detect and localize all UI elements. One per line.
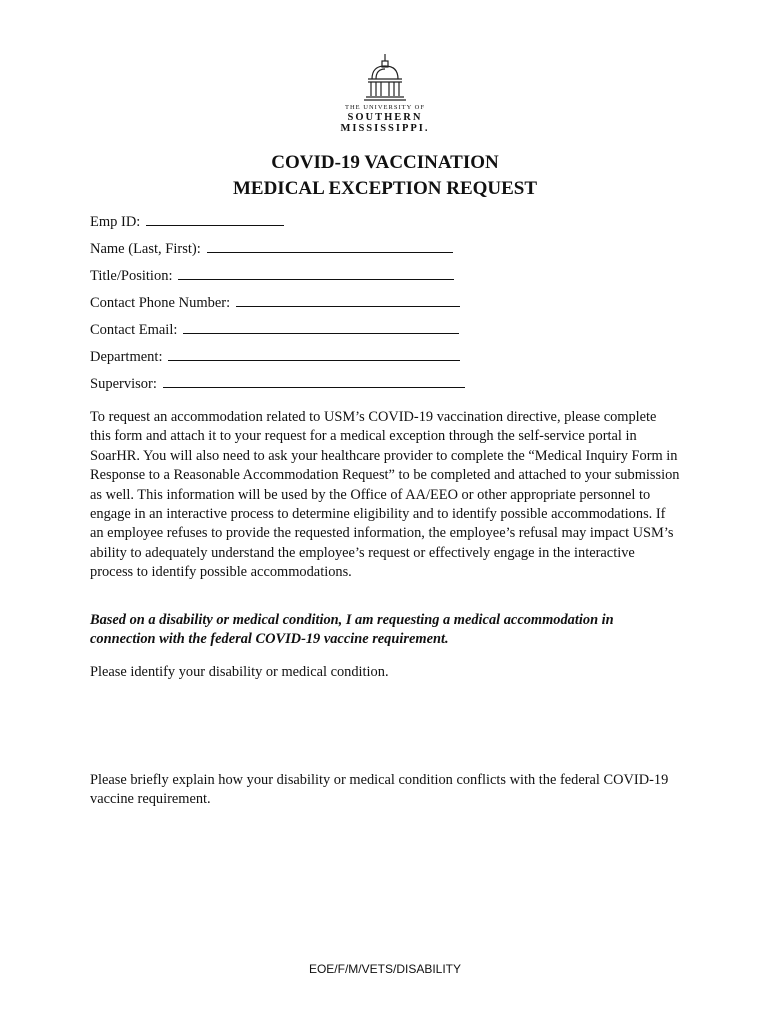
supervisor-line[interactable]	[163, 373, 465, 388]
emp-id-field[interactable]	[90, 211, 284, 232]
university-logo	[330, 52, 440, 142]
title-position-label: Title/Position:	[90, 268, 173, 284]
form-title-line-2: MEDICAL EXCEPTION REQUEST	[232, 178, 538, 199]
logo-line-2: SOUTHERN	[347, 112, 423, 123]
contact-phone-field[interactable]	[90, 292, 460, 313]
supervisor-label: Supervisor:	[90, 376, 157, 392]
contact-email-line[interactable]	[183, 319, 459, 334]
question-conflict: Please briefly explain how your disability or medical condition conflicts with the federal COVID-19 vaccine requirement.	[90, 772, 669, 808]
department-label: Department:	[90, 349, 163, 365]
accommodation-statement: Based on a disability or medical condition, I am requesting a medical accommodation in connection with the federal COVID-19 vaccine requirement.	[90, 612, 614, 648]
department-field[interactable]	[90, 346, 460, 367]
intro-paragraph: To request an accommodation related to USM’s COVID-19 vaccination directive, please complete this form and attach it to your request for a medical exception through the self-service portal in SoarHR. You will also need to ask your healthcare provider to complete the “Medical Inquiry Form in Response to a Reasonable Accommodation Request” to be completed and attached to your submission as well. This information will be used by the Office of AA/EEO or other appropriate personnel to engage in an interactive process to determine eligibility and to identify possible accommodations. If an employee refuses to provide the requested information, the employee’s refusal may impact USM’s ability to adequately understand the employee’s request or effectively engage in the interactive process to identify possible accommodations.	[90, 409, 680, 581]
contact-email-field[interactable]	[90, 319, 459, 340]
title-position-line[interactable]	[178, 265, 454, 280]
emp-id-label: Emp ID:	[90, 214, 141, 230]
contact-phone-label: Contact Phone Number:	[90, 295, 231, 311]
name-field[interactable]	[90, 238, 453, 259]
contact-phone-line[interactable]	[236, 292, 460, 307]
logo-line-3: MISSISSIPPI.	[340, 123, 430, 134]
dome-building-icon	[362, 52, 408, 102]
title-position-field[interactable]	[90, 265, 454, 286]
contact-email-label: Contact Email:	[90, 322, 178, 338]
question-disability: Please identify your disability or medical condition.	[90, 664, 389, 680]
emp-id-line[interactable]	[146, 211, 284, 226]
name-label: Name (Last, First):	[90, 241, 201, 257]
form-title-line-1: COVID-19 VACCINATION	[271, 152, 499, 173]
name-line[interactable]	[207, 238, 453, 253]
footer-eoe: EOE/F/M/VETS/DISABILITY	[308, 962, 462, 976]
supervisor-field[interactable]	[90, 373, 465, 394]
department-line[interactable]	[168, 346, 460, 361]
logo-line-1: THE UNIVERSITY OF	[345, 104, 425, 111]
